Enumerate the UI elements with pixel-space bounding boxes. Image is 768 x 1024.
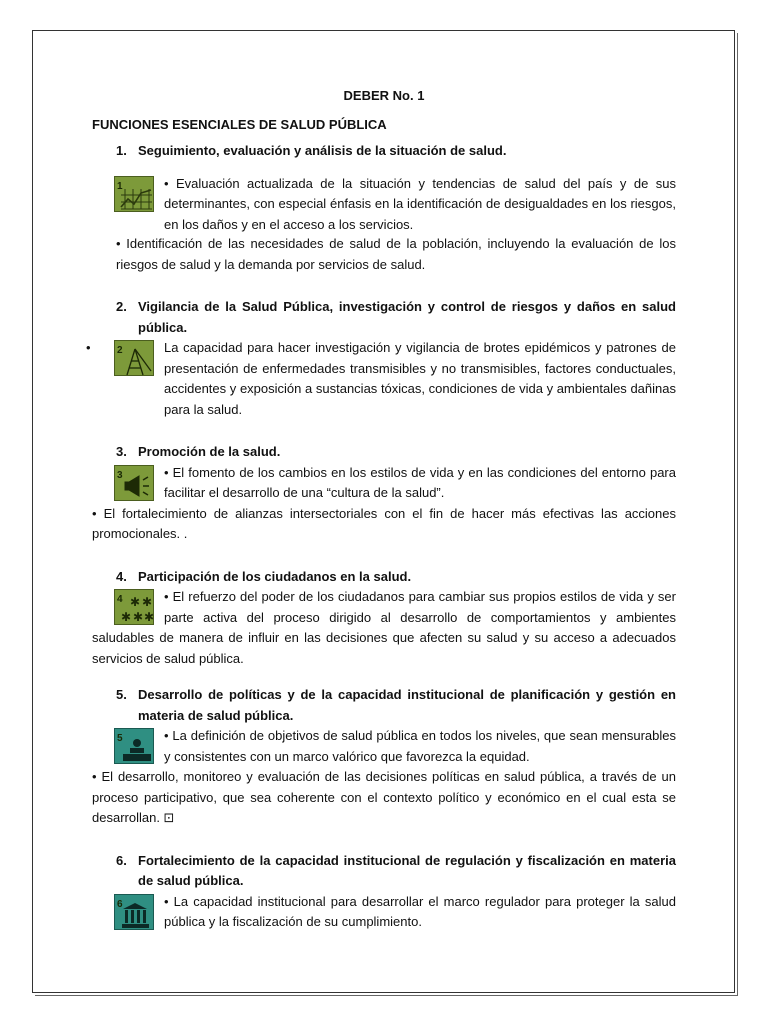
section-4 xyxy=(92,567,676,670)
section-1-extra: • Identificación de las necesidades de salud de la población, incluyendo la evaluación de los riesgos de salud y la demanda por servicios de salud. xyxy=(116,236,676,272)
section-number: 6. xyxy=(116,852,127,868)
section-number: 2. xyxy=(116,299,127,314)
document-title: DEBER No. 1 xyxy=(343,88,425,103)
document-subtitle: FUNCIONES ESENCIALES DE SALUD PÚBLICA xyxy=(92,116,387,132)
section-3 xyxy=(92,442,676,545)
section-heading xyxy=(92,141,676,162)
svg-text:✱: ✱ xyxy=(121,610,132,624)
section-title: Vigilancia de la Salud Pública, investigación y control de riesgos y daños en salud pública. xyxy=(138,299,676,335)
section-4-body: • El refuerzo del poder de los ciudadanos para cambiar sus propios estilos de vida y ser parte activa del proceso dirigido al desarrollo de comportamientos y ambientes saludables de manera de influir en las decisiones que afecten su salud y su acceso a adecuados servicios de salud pública. xyxy=(92,589,676,666)
section-heading xyxy=(92,851,676,892)
section-1 xyxy=(92,141,676,275)
tower-icon: 2 xyxy=(114,340,154,376)
section-6-text: • La capacidad institucional para desarrollar el marco regulador para proteger la salud pública y la fiscalización de su cumplimiento. xyxy=(164,893,676,929)
svg-text:✱: ✱ xyxy=(133,610,144,624)
section-2 xyxy=(86,297,676,420)
section-3-extra: • El fortalecimiento de alianzas intersectoriales con el fin de hacer más efectivas las acciones promocionales. . xyxy=(92,505,676,541)
section-number: 1. xyxy=(116,143,127,158)
section-title: Seguimiento, evaluación y análisis de la situación de salud. xyxy=(138,143,507,158)
section-title: Participación de los ciudadanos en la salud. xyxy=(138,568,412,584)
section-1-text: • Evaluación actualizada de la situación y tendencias de salud del país y de sus determinantes, con especial énfasis en la identificación de desigualdades en los riesgos, en los daños y en el acceso a los servicios. xyxy=(164,175,676,232)
document-body xyxy=(86,86,676,949)
section-number: 3. xyxy=(116,444,127,459)
svg-text:✱: ✱ xyxy=(142,595,153,609)
section-title: Fortalecimiento de la capacidad institucional de regulación y fiscalización en materia de salud pública. xyxy=(138,852,676,888)
section-2-text: La capacidad para hacer investigación y vigilancia de brotes epidémicos y patrones de presentación de enfermedades transmisibles y no transmisibles, factores conductuales, accidentes y exposición a sustancias tóxicas, condiciones de vida y ambientales dañinas para la salud. xyxy=(164,340,676,417)
section-heading xyxy=(92,442,676,463)
podium-icon: 5 xyxy=(114,728,154,764)
section-title: Promoción de la salud. xyxy=(138,444,281,459)
section-heading xyxy=(92,685,676,726)
section-title: Desarrollo de políticas y de la capacidad institucional de planificación y gestión en materia de salud pública. xyxy=(138,687,676,723)
section-5 xyxy=(92,685,676,829)
svg-text:✱: ✱ xyxy=(130,595,141,609)
megaphone-icon: 3 xyxy=(114,465,154,501)
section-number: 5. xyxy=(116,687,127,702)
section-heading xyxy=(92,297,676,338)
svg-text:✱: ✱ xyxy=(144,610,155,624)
building-icon: 6 xyxy=(114,894,154,930)
section-4-text xyxy=(92,587,676,669)
chart-grid-icon: 1 xyxy=(114,176,154,212)
section-3-text: • El fomento de los cambios en los estilos de vida y en las condiciones del entorno para facilitar el desarrollo de una “cultura de la salud”. xyxy=(164,464,676,500)
section-5-text: • La definición de objetivos de salud pública en todos los niveles, que sean mensurables y consistentes con un marco valórico que favorezca la equidad. xyxy=(164,728,676,764)
people-icon: 4 ✱ ✱ ✱ ✱ ✱ xyxy=(114,589,154,625)
bullet: • xyxy=(86,340,91,355)
section-number: 4. xyxy=(116,568,127,584)
section-heading xyxy=(92,567,676,588)
section-5-extra: • El desarrollo, monitoreo y evaluación de las decisiones políticas en salud pública, a través de un proceso participativo, que sea coherente con el contexto político y económico en el cual esta se desarrollan. ⊡ xyxy=(92,769,676,825)
section-6 xyxy=(92,851,676,933)
